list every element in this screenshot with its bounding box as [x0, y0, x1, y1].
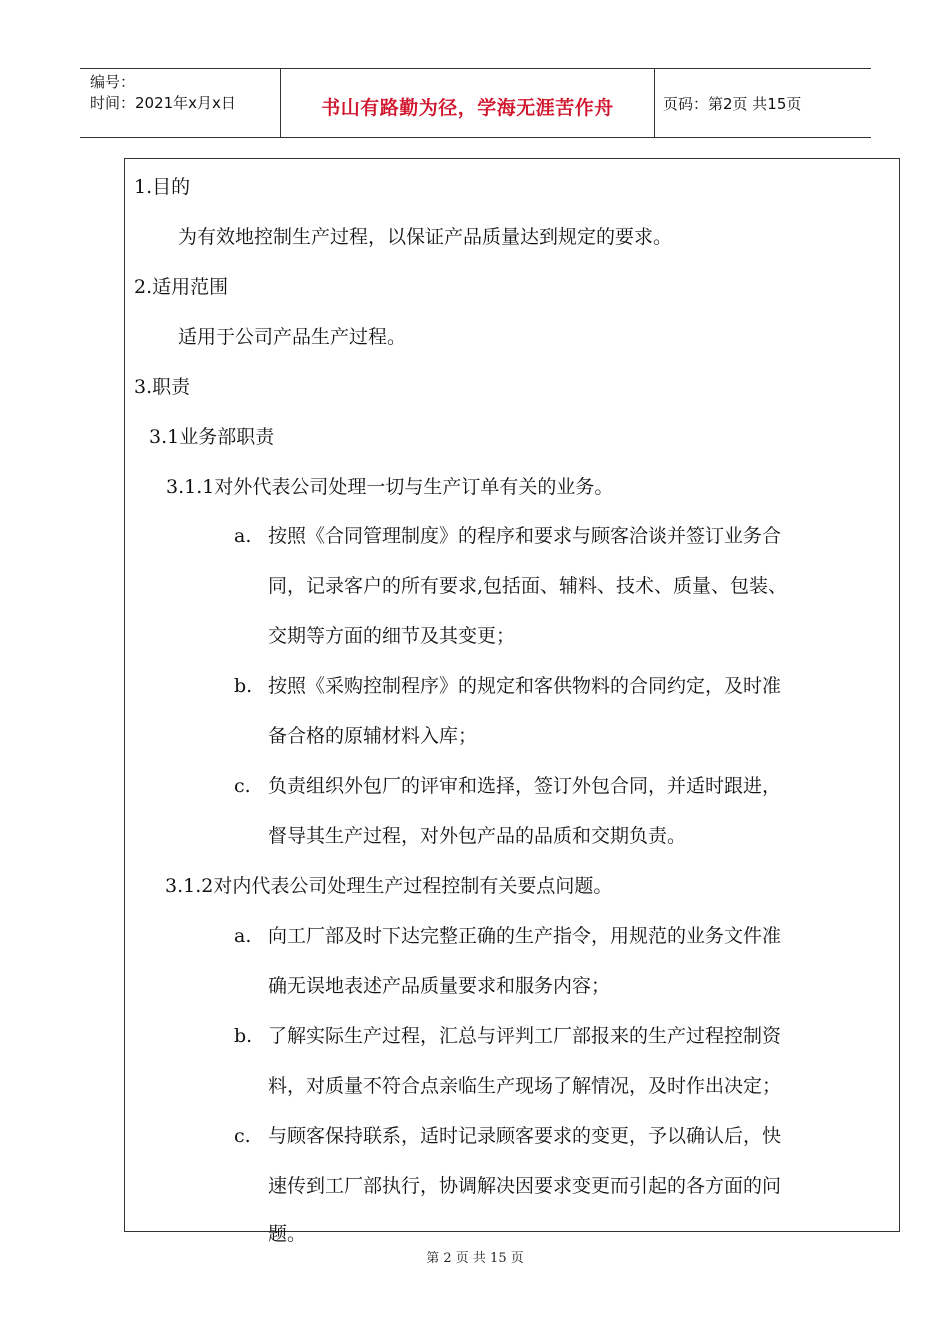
item-312-c-label: c.: [234, 1125, 251, 1147]
item-311-c-line-1: 负责组织外包厂的评审和选择，签订外包合同，并适时跟进，: [268, 775, 782, 797]
page-footer: 第 2 页 共 15 页: [426, 1251, 524, 1266]
section-1-text: 为有效地控制生产过程，以保证产品质量达到规定的要求。: [178, 226, 673, 248]
doc-number-label: 编号：: [90, 73, 136, 91]
section-3-1-2-title: 3.1.2对内代表公司处理生产过程控制有关要点问题。: [165, 875, 613, 897]
section-1-title: 1.目的: [134, 176, 191, 198]
section-3-1-1-title: 3.1.1对外代表公司处理一切与生产订单有关的业务。: [166, 476, 614, 498]
item-312-c-line-3: 题。: [268, 1223, 307, 1245]
item-312-c-line-1: 与顾客保持联系，适时记录顾客要求的变更，予以确认后，快: [268, 1125, 782, 1147]
item-312-b-label: b.: [234, 1025, 253, 1047]
item-311-b-line-1: 按照《采购控制程序》的规定和客供物料的合同约定，及时准: [268, 675, 782, 697]
item-311-c-line-2: 督导其生产过程，对外包产品的品质和交期负责。: [268, 825, 687, 847]
header-motto: 书山有路勤为径，学海无涯苦作舟: [321, 97, 614, 119]
doc-time-label: 时间：2021年x月x日: [90, 94, 236, 112]
header-page-info: 页码：第2页 共15页: [663, 95, 802, 113]
item-311-c-label: c.: [234, 775, 251, 797]
section-2-text: 适用于公司产品生产过程。: [178, 326, 407, 348]
item-312-a-line-1: 向工厂部及时下达完整正确的生产指令，用规范的业务文件准: [268, 925, 782, 947]
item-312-a-line-2: 确无误地表述产品质量要求和服务内容；: [268, 975, 611, 997]
section-3-1-title: 3.1业务部职责: [149, 426, 275, 448]
item-311-a-line-1: 按照《合同管理制度》的程序和要求与顾客洽谈并签订业务合: [268, 525, 782, 547]
item-311-a-line-2: 同，记录客户的所有要求,包括面、辅料、技术、质量、包装、: [268, 575, 788, 597]
page-header: [80, 68, 871, 138]
item-312-b-line-2: 料，对质量不符合点亲临生产现场了解情况，及时作出决定；: [268, 1075, 782, 1097]
item-311-a-line-3: 交期等方面的细节及其变更；: [268, 625, 516, 647]
section-3-title: 3.职责: [134, 376, 191, 398]
section-2-title: 2.适用范围: [134, 276, 229, 298]
item-311-b-label: b.: [234, 675, 253, 697]
item-311-b-line-2: 备合格的原辅材料入库；: [268, 725, 478, 747]
item-311-a-label: a.: [234, 525, 252, 547]
item-312-a-label: a.: [234, 925, 252, 947]
item-312-c-line-2: 速传到工厂部执行，协调解决因要求变更而引起的各方面的问: [268, 1175, 782, 1197]
header-motto-cell: [280, 69, 655, 137]
item-312-b-line-1: 了解实际生产过程，汇总与评判工厂部报来的生产过程控制资: [268, 1025, 782, 1047]
header-meta: [80, 69, 280, 137]
